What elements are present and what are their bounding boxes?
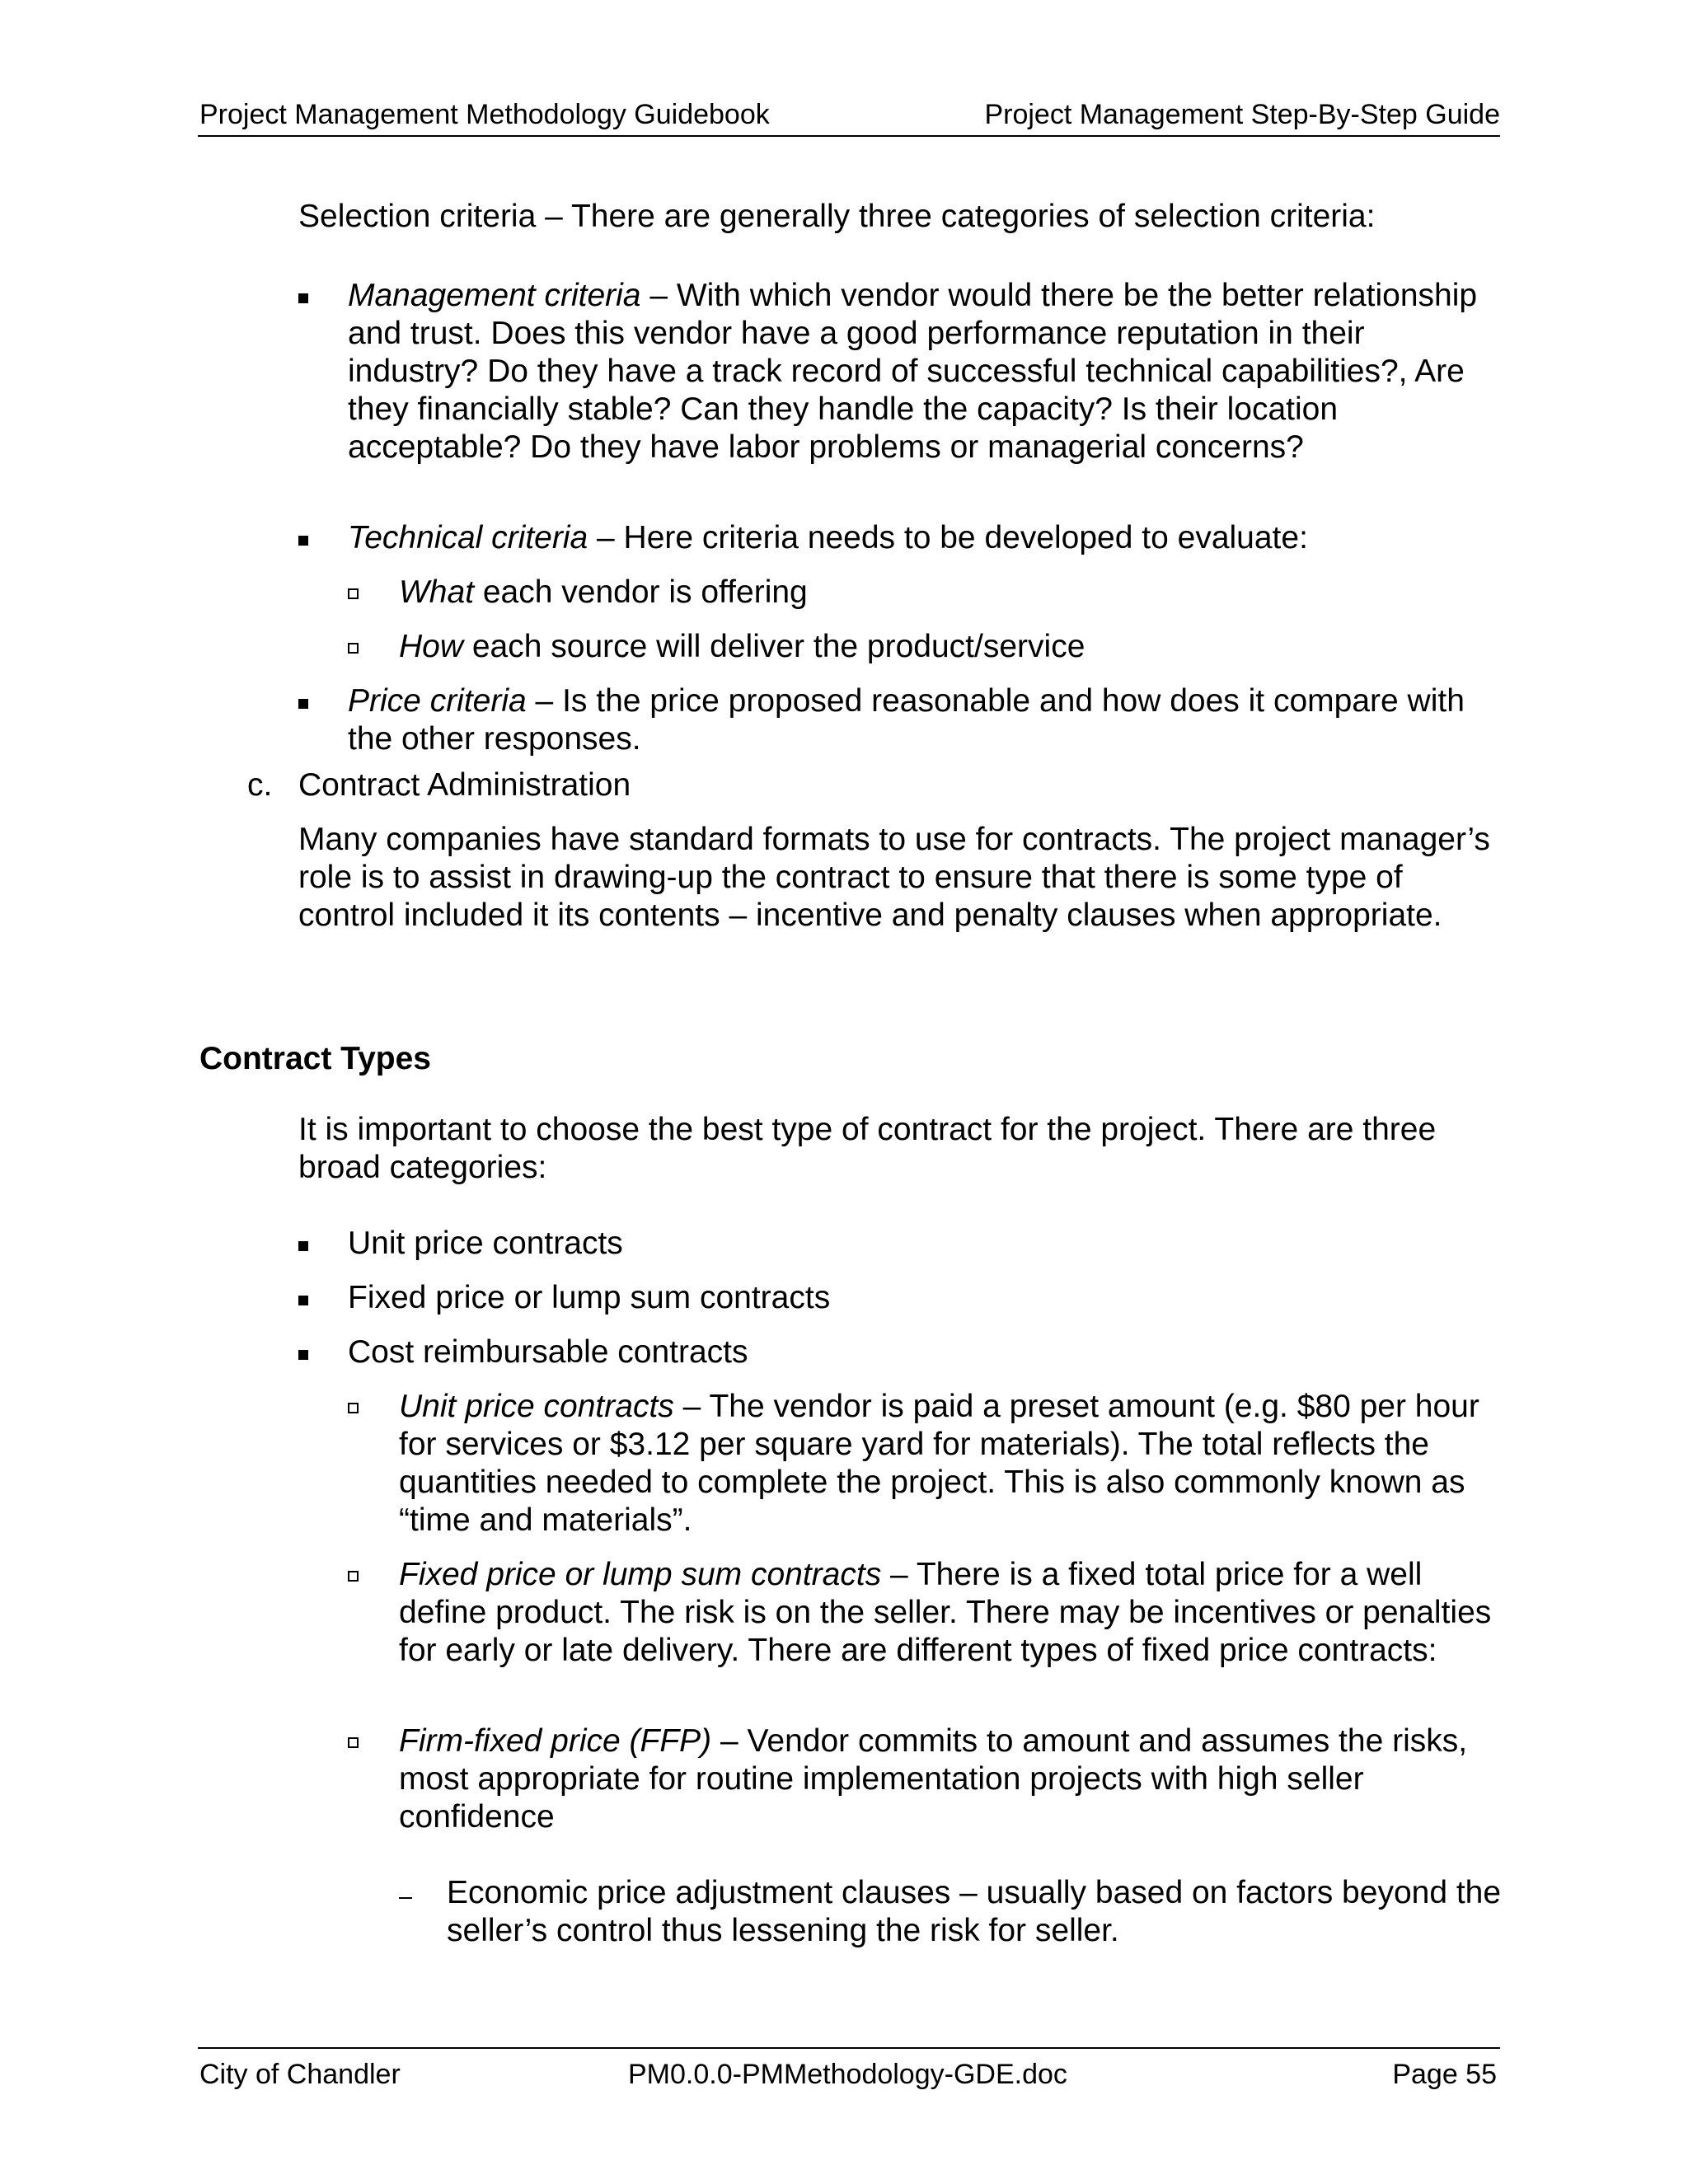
bullet-square-icon	[298, 699, 308, 709]
fixed-price-item	[399, 1556, 1503, 1670]
page-footer	[198, 2047, 1500, 2095]
how-term: How	[399, 629, 464, 664]
bullet-square-icon	[298, 293, 308, 303]
contract-category-item: Fixed price or lump sum contracts	[348, 1280, 831, 1315]
selection-criteria-intro: Selection criteria – There are generally three categories of selection criteria:	[298, 199, 1376, 234]
footer-organization: City of Chandler	[199, 2059, 401, 2090]
bullet-square-icon	[298, 1350, 308, 1360]
contract-category-item: Cost reimbursable contracts	[348, 1334, 748, 1370]
bullet-dash-icon	[399, 1897, 412, 1899]
ffp-item	[399, 1722, 1503, 1836]
bullet-square-icon	[298, 1296, 308, 1305]
management-criteria-item	[348, 277, 1502, 466]
what-term: What	[399, 574, 475, 610]
bullet-hollow-square-icon	[348, 1571, 359, 1582]
epa-item: Economic price adjustment clauses – usually based on factors beyond the seller’s control thus lessening the risk for seller.	[447, 1875, 1502, 1948]
price-criteria-item	[348, 682, 1502, 758]
page-header	[198, 96, 1500, 137]
bullet-hollow-square-icon	[348, 1403, 359, 1413]
contract-types-heading: Contract Types	[199, 1041, 431, 1076]
contract-admin-text: Many companies have standard formats to use for contracts. The project manager’s role is to assist in drawing-up the contract to ensure that there is some type of control included it its contents – incentive and penalty clauses when appropriate.	[298, 822, 1490, 933]
what-text: each vendor is offering	[474, 574, 808, 610]
bullet-hollow-square-icon	[348, 1737, 359, 1748]
contract-category-item: Unit price contracts	[348, 1226, 623, 1261]
bullet-hollow-square-icon	[348, 643, 359, 654]
price-criteria-term: Price criteria	[348, 683, 527, 719]
ffp-text: – Vendor commits to amount and assumes the risks, most appropriate for routine implementation projects with high seller confidence	[399, 1723, 1468, 1835]
unit-price-item	[399, 1388, 1503, 1540]
footer-document-name: PM0.0.0-PMMethodology-GDE.doc	[628, 2059, 1067, 2090]
technical-criteria-item	[348, 519, 1502, 557]
how-text: each source will deliver the product/service	[463, 629, 1085, 664]
fixed-price-text: – There is a fixed total price for a well define product. The risk is on the seller. There may be incentives or penalties for early or late delivery. There are different types of fixed price contracts:	[399, 1557, 1492, 1668]
header-left-title: Project Management Methodology Guidebook	[199, 99, 770, 130]
unit-price-text: – The vendor is paid a preset amount (e.g. $80 per hour for services or $3.12 per square yard for materials). The total reflects the quantities needed to complete the project. This is also commonly known as “time and materials”.	[399, 1389, 1479, 1538]
technical-criteria-term: Technical criteria	[348, 520, 588, 555]
header-right-title: Project Management Step-By-Step Guide	[984, 99, 1500, 130]
contract-admin-marker: c.	[247, 767, 273, 803]
contract-admin-title: Contract Administration	[298, 767, 631, 803]
what-item	[399, 574, 1503, 612]
how-item	[399, 628, 1503, 666]
footer-page-number: Page 55	[1392, 2059, 1497, 2090]
price-criteria-text: – Is the price proposed reasonable and how does it compare with the other responses.	[348, 683, 1465, 757]
bullet-hollow-square-icon	[348, 588, 359, 599]
contract-types-intro: It is important to choose the best type of contract for the project. There are three broad categories:	[298, 1112, 1437, 1185]
bullet-square-icon	[298, 1241, 308, 1251]
unit-price-term: Unit price contracts	[399, 1389, 674, 1424]
management-criteria-term: Management criteria	[348, 278, 641, 313]
bullet-square-icon	[298, 536, 308, 546]
management-criteria-text: – With which vendor would there be the better relationship and trust. Does this vendor have a good performance reputation in their industry? Do they have a track record of successful technical capabilities?, Are they financially stable? Can they handle the capacity? Is their location acceptable? Do they have labor problems or managerial concerns?	[348, 278, 1478, 465]
fixed-price-term: Fixed price or lump sum contracts	[399, 1557, 882, 1592]
ffp-term: Firm-fixed price (FFP)	[399, 1723, 712, 1759]
technical-criteria-text: – Here criteria needs to be developed to evaluate:	[588, 520, 1308, 555]
